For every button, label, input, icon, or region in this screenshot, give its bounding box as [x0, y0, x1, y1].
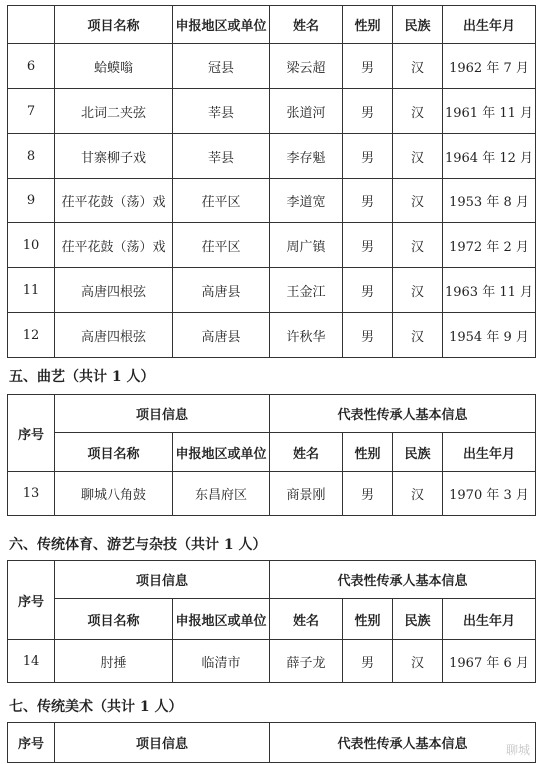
header-project-name: 项目名称 — [55, 433, 173, 472]
table-header-row — [8, 6, 536, 44]
cell-no: 6 — [8, 44, 55, 89]
cell-region: 莘县 — [173, 134, 270, 179]
cell-birth: 1963 年 11 月 — [443, 268, 536, 313]
cell-birth: 1953 年 8 月 — [443, 179, 536, 223]
header-project-info: 项目信息 — [55, 561, 270, 599]
table-row — [8, 134, 536, 179]
cell-birth: 1967 年 6 月 — [443, 640, 536, 683]
table-header-row — [8, 723, 536, 763]
header-name: 姓名 — [270, 6, 343, 44]
cell-region: 东昌府区 — [173, 472, 270, 516]
table-row — [8, 44, 536, 89]
cell-gender: 男 — [343, 44, 393, 89]
cell-project: 茌平花鼓（荡）戏 — [55, 179, 173, 223]
header-gender: 性别 — [343, 6, 393, 44]
header-birth: 出生年月 — [443, 6, 536, 44]
watermark: 聊城 — [505, 743, 530, 757]
table-header-row — [8, 395, 536, 433]
header-birth: 出生年月 — [443, 599, 536, 640]
header-project-info: 项目信息 — [55, 723, 270, 763]
cell-name: 梁云超 — [270, 44, 343, 89]
header-region: 申报地区或单位 — [173, 433, 270, 472]
inheritor-table-continued — [7, 5, 536, 358]
cell-gender: 男 — [343, 640, 393, 683]
cell-ethnicity: 汉 — [393, 179, 443, 223]
cell-birth: 1962 年 7 月 — [443, 44, 536, 89]
cell-name: 王金江 — [270, 268, 343, 313]
table-header-row — [8, 561, 536, 599]
cell-ethnicity: 汉 — [393, 313, 443, 358]
header-gender: 性别 — [343, 433, 393, 472]
cell-no: 10 — [8, 223, 55, 268]
inheritor-table-art — [7, 722, 536, 763]
cell-gender: 男 — [343, 472, 393, 516]
section-heading-art: 七、传统美术（共计 1 人） — [9, 699, 183, 715]
cell-no: 8 — [8, 134, 55, 179]
cell-gender: 男 — [343, 179, 393, 223]
cell-ethnicity: 汉 — [393, 44, 443, 89]
cell-gender: 男 — [343, 134, 393, 179]
inheritor-table-sports — [7, 560, 536, 683]
cell-ethnicity: 汉 — [393, 134, 443, 179]
table-row — [8, 268, 536, 313]
cell-gender: 男 — [343, 223, 393, 268]
cell-ethnicity: 汉 — [393, 640, 443, 683]
header-inheritor-info: 代表性传承人基本信息 — [270, 723, 536, 763]
table-row — [8, 313, 536, 358]
cell-birth: 1961 年 11 月 — [443, 89, 536, 134]
cell-ethnicity: 汉 — [393, 472, 443, 516]
header-project-name: 项目名称 — [55, 599, 173, 640]
cell-name: 商景刚 — [270, 472, 343, 516]
cell-name: 李存魁 — [270, 134, 343, 179]
cell-project: 茌平花鼓（荡）戏 — [55, 223, 173, 268]
cell-region: 高唐县 — [173, 313, 270, 358]
section-heading-quyi: 五、曲艺（共计 1 人） — [9, 369, 155, 385]
inheritor-table-quyi — [7, 394, 536, 516]
cell-project: 聊城八角鼓 — [55, 472, 173, 516]
table-row — [8, 640, 536, 683]
cell-name: 周广镇 — [270, 223, 343, 268]
cell-no: 11 — [8, 268, 55, 313]
header-project-name: 项目名称 — [55, 6, 173, 44]
cell-no: 9 — [8, 179, 55, 223]
header-xuhao: 序号 — [8, 723, 55, 763]
cell-birth: 1972 年 2 月 — [443, 223, 536, 268]
cell-region: 茌平区 — [173, 223, 270, 268]
header-inheritor-info: 代表性传承人基本信息 — [270, 561, 536, 599]
header-blank — [8, 6, 55, 44]
cell-region: 冠县 — [173, 44, 270, 89]
table-row — [8, 89, 536, 134]
table-header-row — [8, 433, 536, 472]
header-ethnicity: 民族 — [393, 433, 443, 472]
cell-ethnicity: 汉 — [393, 89, 443, 134]
cell-name: 张道河 — [270, 89, 343, 134]
cell-gender: 男 — [343, 89, 393, 134]
header-xuhao: 序号 — [8, 395, 55, 472]
cell-no: 14 — [8, 640, 55, 683]
header-project-info: 项目信息 — [55, 395, 270, 433]
header-ethnicity: 民族 — [393, 599, 443, 640]
cell-no: 7 — [8, 89, 55, 134]
table-row — [8, 179, 536, 223]
table-row — [8, 223, 536, 268]
header-xuhao: 序号 — [8, 561, 55, 640]
cell-gender: 男 — [343, 268, 393, 313]
header-gender: 性别 — [343, 599, 393, 640]
cell-region: 莘县 — [173, 89, 270, 134]
cell-ethnicity: 汉 — [393, 223, 443, 268]
header-region: 申报地区或单位 — [173, 599, 270, 640]
cell-project: 高唐四根弦 — [55, 268, 173, 313]
header-ethnicity: 民族 — [393, 6, 443, 44]
cell-birth: 1954 年 9 月 — [443, 313, 536, 358]
header-name: 姓名 — [270, 433, 343, 472]
table-header-row — [8, 599, 536, 640]
cell-no: 13 — [8, 472, 55, 516]
table-row — [8, 472, 536, 516]
cell-region: 茌平区 — [173, 179, 270, 223]
header-name: 姓名 — [270, 599, 343, 640]
cell-ethnicity: 汉 — [393, 268, 443, 313]
cell-region: 临清市 — [173, 640, 270, 683]
cell-project: 高唐四根弦 — [55, 313, 173, 358]
cell-region: 高唐县 — [173, 268, 270, 313]
cell-name: 薛子龙 — [270, 640, 343, 683]
cell-project: 甘寨柳子戏 — [55, 134, 173, 179]
cell-gender: 男 — [343, 313, 393, 358]
cell-name: 许秋华 — [270, 313, 343, 358]
cell-name: 李道宽 — [270, 179, 343, 223]
section-heading-sports: 六、传统体育、游艺与杂技（共计 1 人） — [9, 537, 267, 553]
header-region: 申报地区或单位 — [173, 6, 270, 44]
cell-project: 北词二夹弦 — [55, 89, 173, 134]
cell-project: 肘捶 — [55, 640, 173, 683]
header-birth: 出生年月 — [443, 433, 536, 472]
header-inheritor-info: 代表性传承人基本信息 — [270, 395, 536, 433]
cell-no: 12 — [8, 313, 55, 358]
cell-birth: 1964 年 12 月 — [443, 134, 536, 179]
cell-project: 蛤蟆嗡 — [55, 44, 173, 89]
cell-birth: 1970 年 3 月 — [443, 472, 536, 516]
